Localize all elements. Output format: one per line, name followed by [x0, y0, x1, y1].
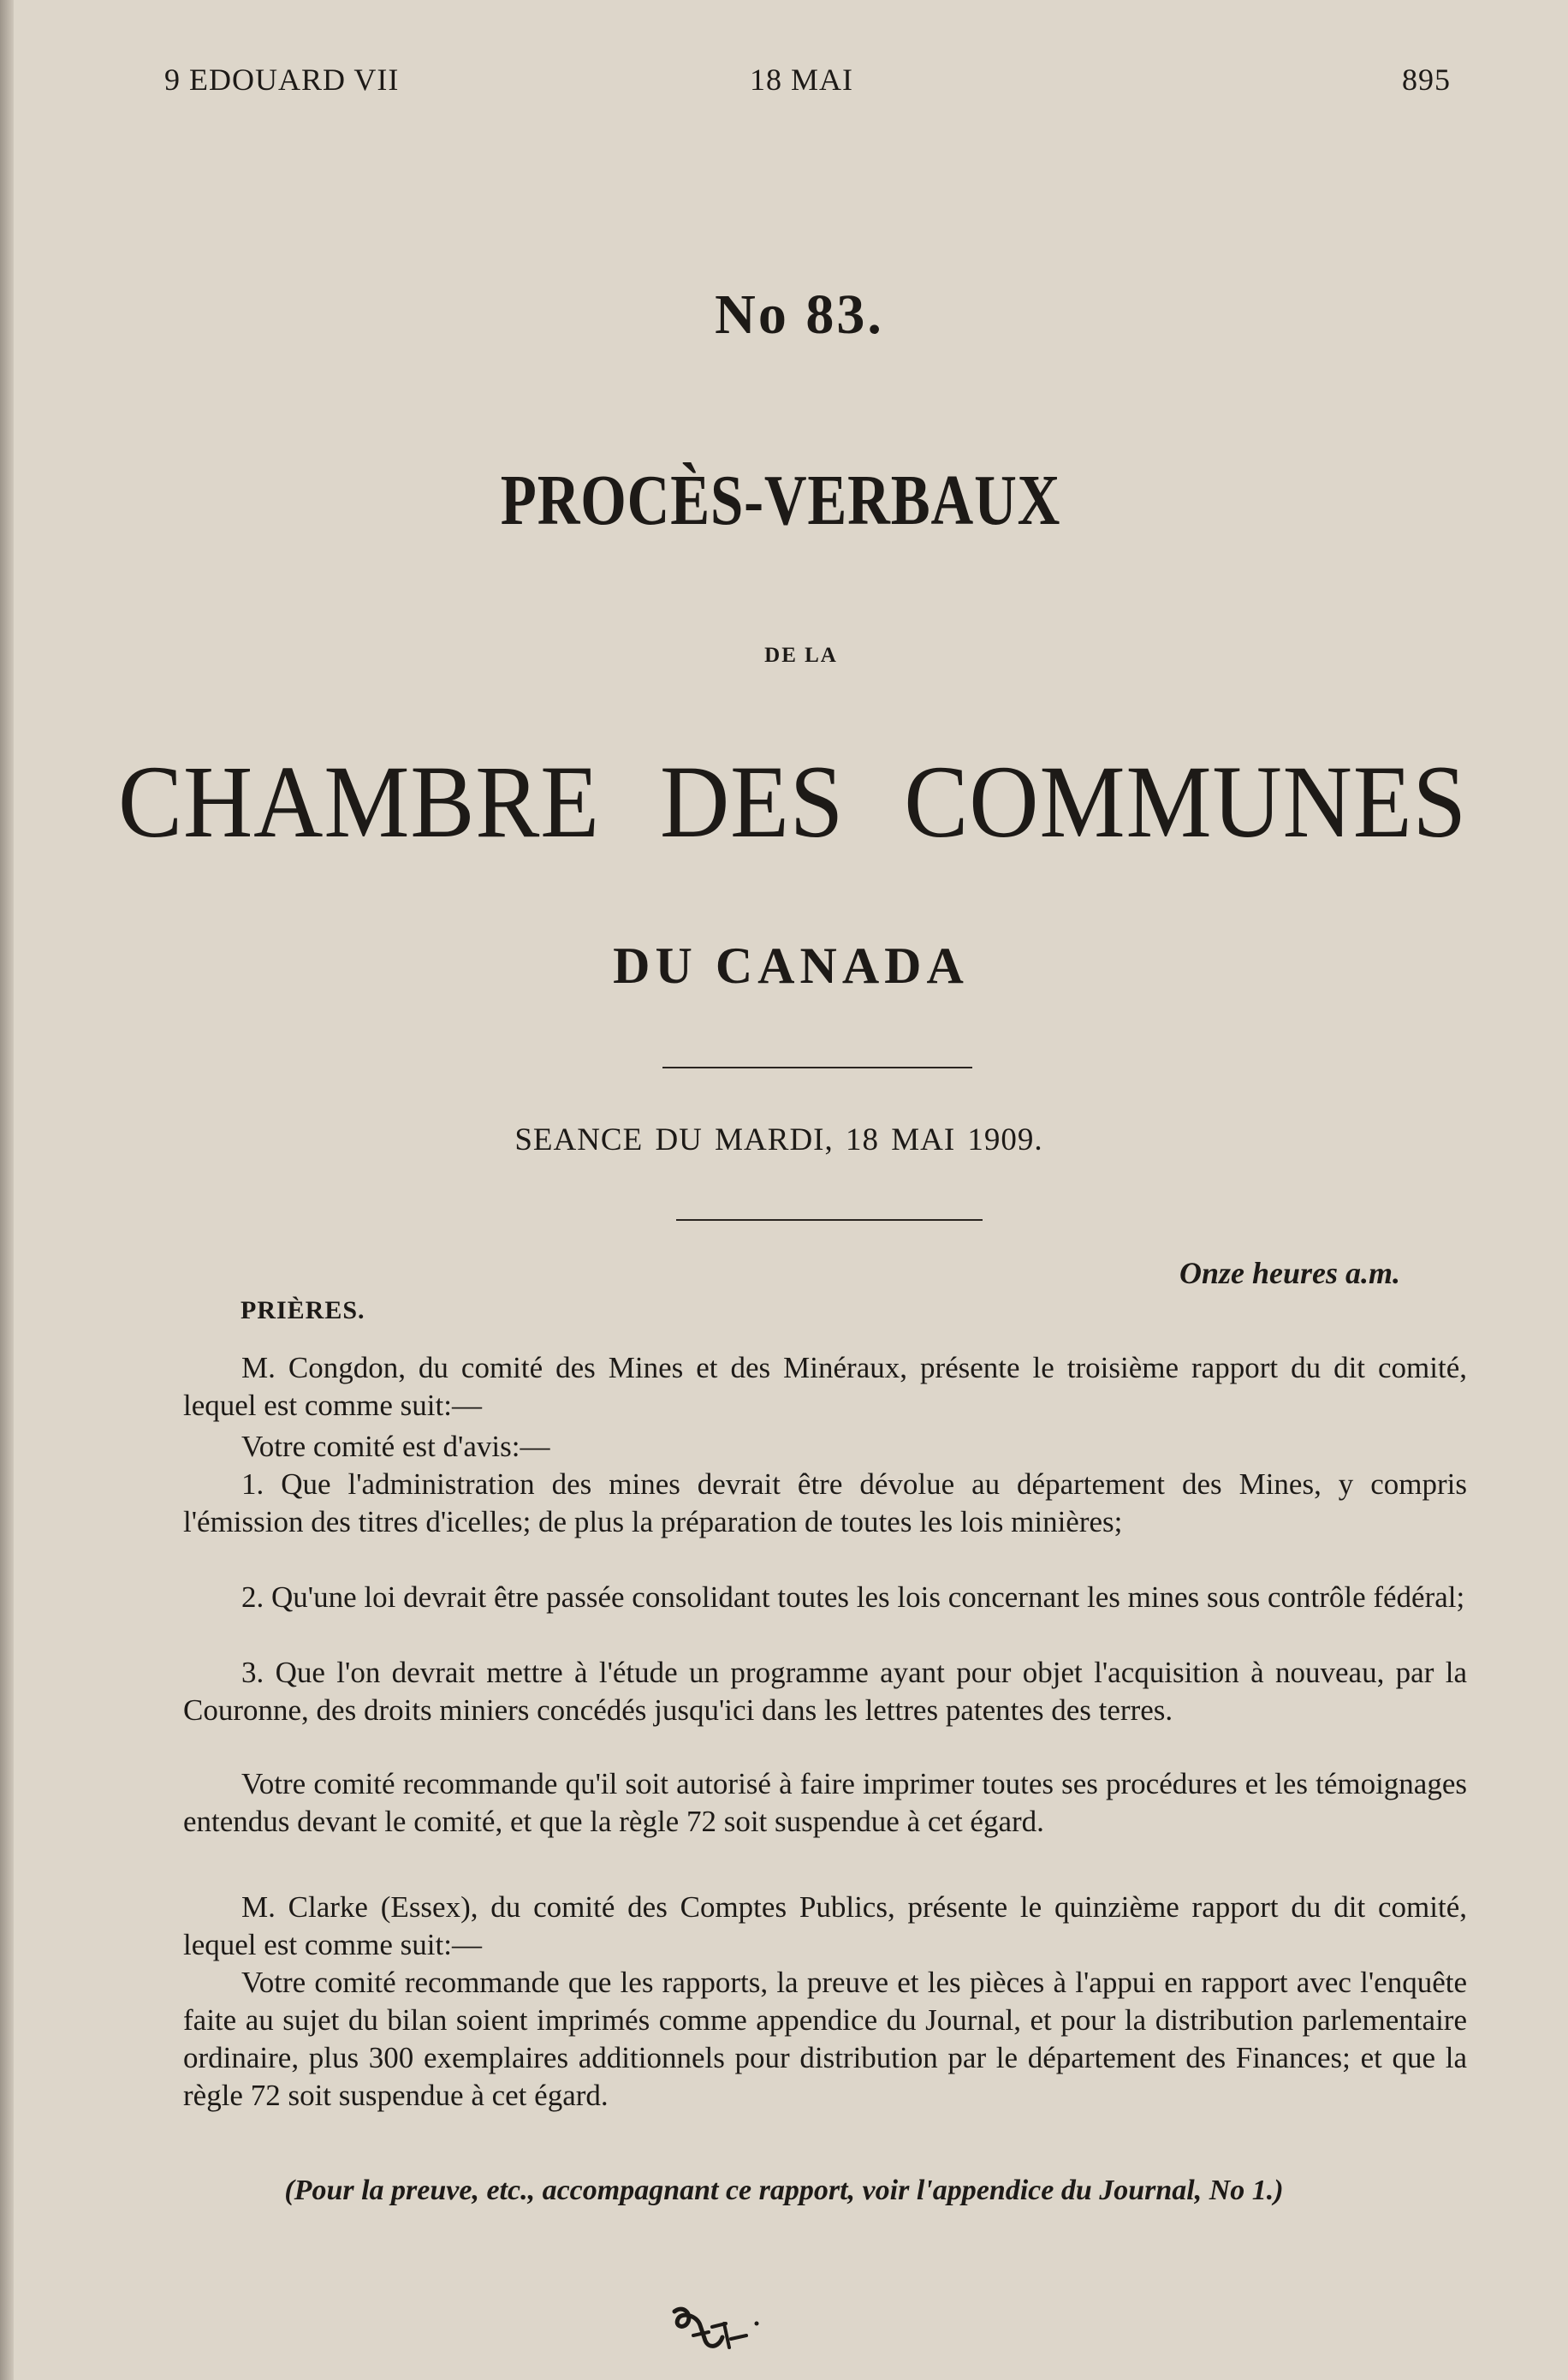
- paragraph-item-1: 1. Que l'administration des mines devrait être dévolue au département des Mines, y compris l'émission des titres d'icelles; de plus la préparation de toutes les lois minières;: [183, 1467, 1467, 1538]
- session-heading: SEANCE DU MARDI, 18 MAI 1909.: [514, 1122, 1043, 1157]
- title-proces-verbaux: PROCÈS-VERBAUX: [500, 461, 1061, 540]
- paragraph-public-accounts-recommendation: Votre comité recommande que les rapports, la preuve et les pièces à l'appui en rapport avec l'enquête faite au sujet du bilan soient imprimés comme appendice du Journal, et pour la distribution parlementaire ordinaire, plus 300 exemplaires additionnels pour distribution par le département des Finances; et que la règle 72 soit suspendue à cet égard.: [183, 1966, 1467, 2112]
- running-head-left: 9 EDOUARD VII: [164, 62, 400, 97]
- title-de-la: DE LA: [764, 644, 838, 667]
- paragraph-item-2: 2. Qu'une loi devrait être passée consolidant toutes les lois concernant les mines sous contrôle fédéral;: [241, 1580, 1465, 1614]
- page-number: 895: [1402, 62, 1451, 97]
- title-du-canada: DU CANADA: [613, 937, 969, 994]
- issue-number: No 83.: [715, 283, 884, 346]
- paragraph-printing-recommendation: Votre comité recommande qu'il soit autorisé à faire imprimer toutes ses procédures et les témoignages entendus devant le comité, et que la règle 72 soit suspendue à cet égard.: [183, 1767, 1467, 1838]
- running-head-center: 18 MAI: [750, 62, 853, 97]
- paragraph-clarke-report: M. Clarke (Essex), du comité des Comptes Publics, présente le quinzième rapport du dit comité, lequel est comme suit:—: [183, 1890, 1467, 1961]
- paragraph-item-3: 3. Que l'on devrait mettre à l'étude un programme ayant pour objet l'acquisition à nouveau, par la Couronne, des droits miniers concédés jusqu'ici dans les lettres patentes des terres.: [183, 1656, 1467, 1727]
- session-divider: [676, 1219, 983, 1221]
- prayers-heading: PRIÈRES.: [241, 1296, 365, 1324]
- page-edge-shadow: [0, 0, 14, 2380]
- appendix-note: (Pour la preuve, etc., accompagnant ce rapport, voir l'appendice du Journal, No 1.): [284, 2175, 1284, 2206]
- printer-mark-icon: [668, 2303, 762, 2363]
- title-divider: [662, 1067, 972, 1068]
- session-time: Onze heures a.m.: [1179, 1256, 1400, 1290]
- title-chambre-des-communes: CHAMBRE DES COMMUNES: [117, 745, 1468, 860]
- paragraph-congdon-report: M. Congdon, du comité des Mines et des Minéraux, présente le troisième rapport du dit comité, lequel est comme suit:—: [183, 1351, 1467, 1422]
- paragraph-committee-opinion: Votre comité est d'avis:—: [241, 1430, 550, 1463]
